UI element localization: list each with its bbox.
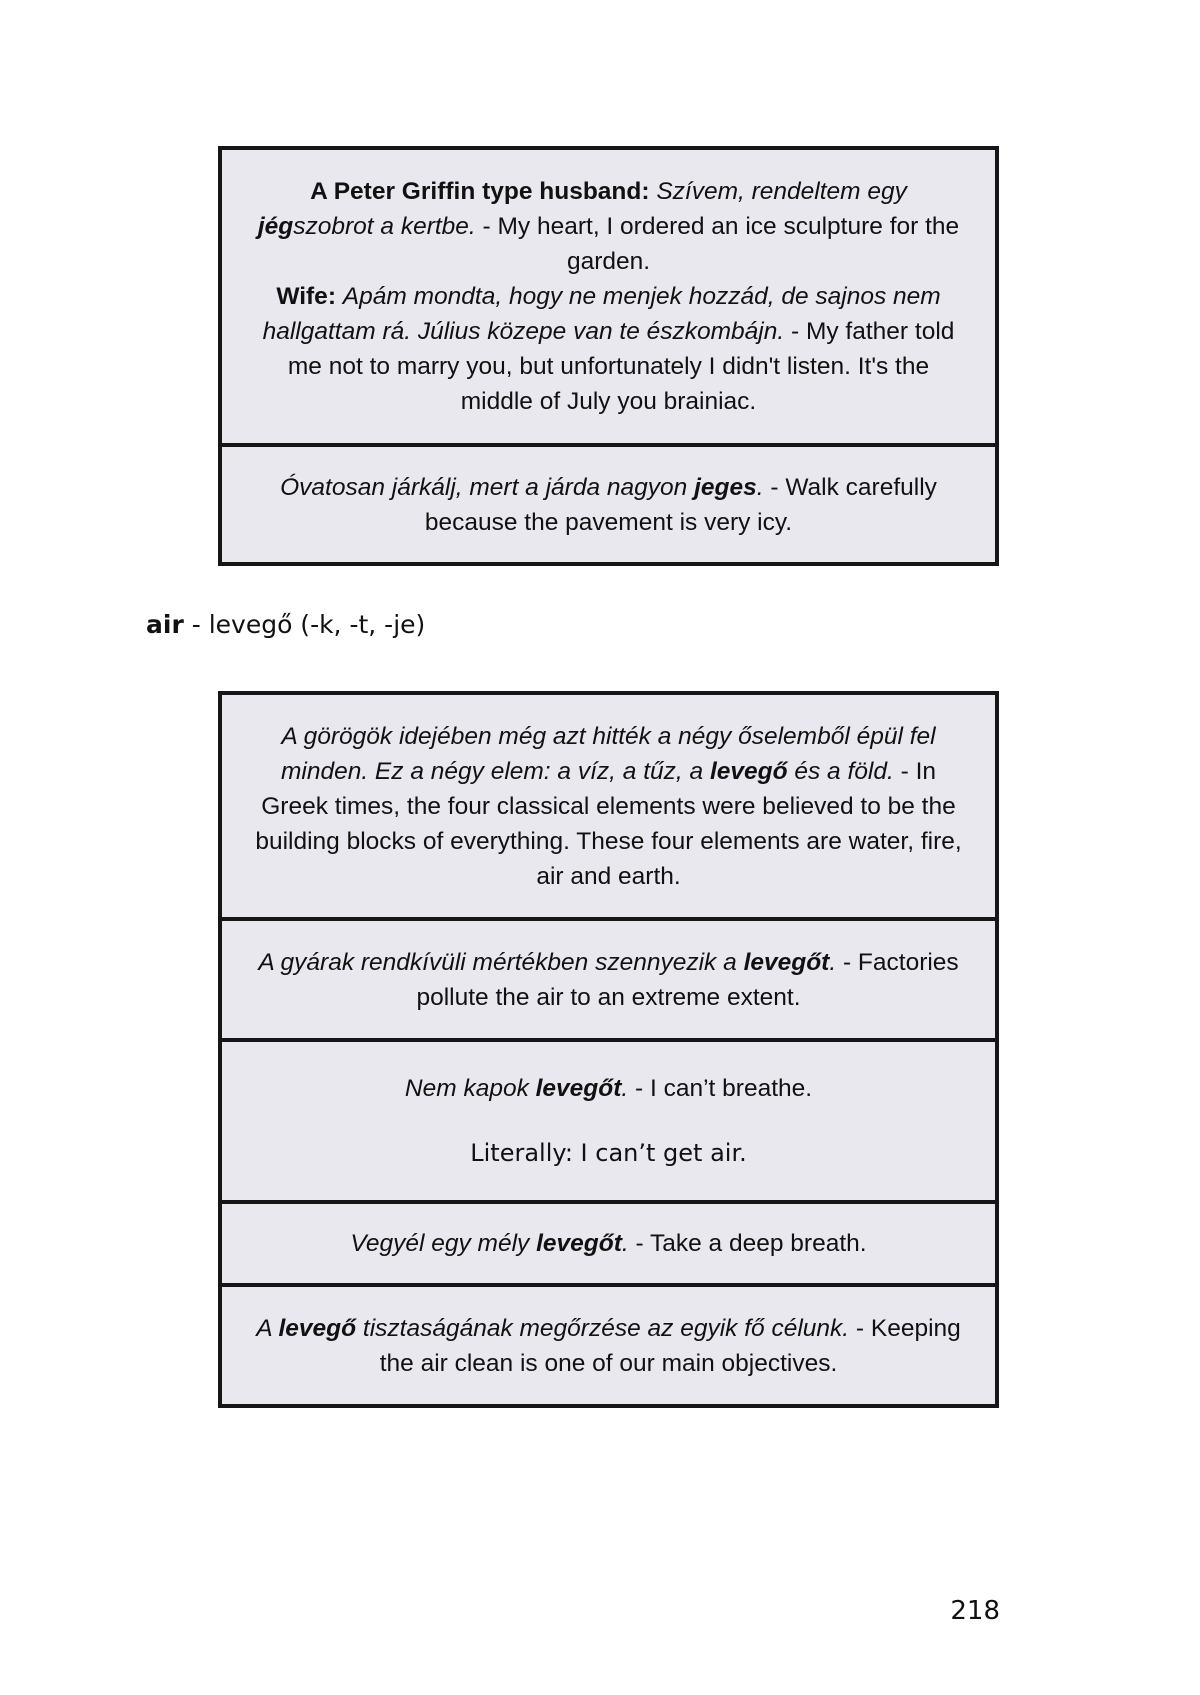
example-text: [252, 1071, 965, 1106]
hungarian-text: .: [829, 948, 837, 976]
hungarian-text: Apám mondta, hogy ne menjek hozzád, de sajnos nem hallgattam rá. Július közepe van te észkombájn.: [262, 283, 941, 345]
example-row: [222, 1283, 995, 1404]
example-text: [252, 1311, 965, 1381]
hungarian-text: .: [621, 1230, 629, 1257]
hungarian-text: Nem kapok: [404, 1075, 536, 1102]
example-text: [252, 719, 965, 894]
example-table-ice: [218, 146, 999, 566]
page-number: 218: [950, 1596, 1000, 1626]
hungarian-text: .: [621, 1075, 629, 1102]
hungarian-text: A görögök idejében még azt hitték a négy őselemből épül fel minden. Ez a négy elem: a víz, a tűz, a: [280, 722, 936, 785]
literal-translation: Literally: I can’t get air.: [470, 1139, 747, 1167]
example-row: [222, 695, 995, 917]
hungarian-text: szobrot a kertbe.: [293, 213, 476, 240]
example-table-air: [218, 691, 999, 1408]
hungarian-text: .: [756, 473, 764, 501]
english-translation: - In Greek times, the four classical elements were believed to be the building blocks of everything. These four elements are water, fire, air and earth.: [255, 757, 962, 890]
example-row: [222, 1038, 995, 1200]
example-row: [222, 917, 995, 1038]
example-text: [252, 1226, 965, 1261]
english-translation: - Keeping the air clean is one of our main objectives.: [379, 1314, 961, 1377]
english-translation: - Take a deep breath.: [628, 1230, 867, 1257]
hungarian-text: A gyárak rendkívüli mértékben szennyezik a: [258, 948, 744, 976]
speaker-label: A Peter Griffin type husband:: [310, 178, 650, 205]
keyword: levegőt: [743, 948, 830, 976]
keyword: jeges: [694, 473, 757, 501]
english-translation: - Walk carefully because the pavement is very icy.: [424, 473, 937, 536]
hungarian-text: Vegyél egy mély: [350, 1230, 537, 1257]
keyword: jég: [257, 213, 294, 240]
example-text: [252, 470, 965, 540]
english-translation: - My heart, I ordered an ice sculpture for the garden.: [475, 213, 960, 275]
example-row: [222, 443, 995, 562]
english-translation: - Factories pollute the air to an extreme extent.: [416, 948, 959, 1011]
hungarian-text: Óvatosan járkálj, mert a járda nagyon: [280, 473, 695, 501]
keyword: levegőt: [536, 1230, 622, 1257]
keyword: levegő: [709, 757, 788, 785]
example-row: [222, 1200, 995, 1283]
example-text: [252, 945, 965, 1015]
example-row: [222, 150, 995, 443]
keyword: levegő: [278, 1314, 357, 1342]
english-translation: - I can’t breathe.: [628, 1075, 813, 1102]
hungarian-text: és a föld.: [787, 757, 894, 785]
keyword: levegőt: [535, 1075, 622, 1102]
vocab-heading: [146, 610, 425, 639]
example-text: [252, 174, 965, 279]
vocab-word: air: [146, 610, 184, 639]
vocab-forms: - levegő (-k, -t, -je): [183, 610, 426, 639]
speaker-label: Wife:: [276, 283, 336, 310]
example-text: [252, 279, 965, 419]
english-translation: - My father told me not to marry you, but unfortunately I didn't listen. It's the middle of July you brainiac.: [287, 318, 955, 415]
hungarian-text: Szívem, rendeltem egy: [656, 178, 907, 205]
hungarian-text: tisztaságának megőrzése az egyik fő célunk.: [356, 1314, 850, 1342]
hungarian-text: A: [256, 1314, 279, 1342]
